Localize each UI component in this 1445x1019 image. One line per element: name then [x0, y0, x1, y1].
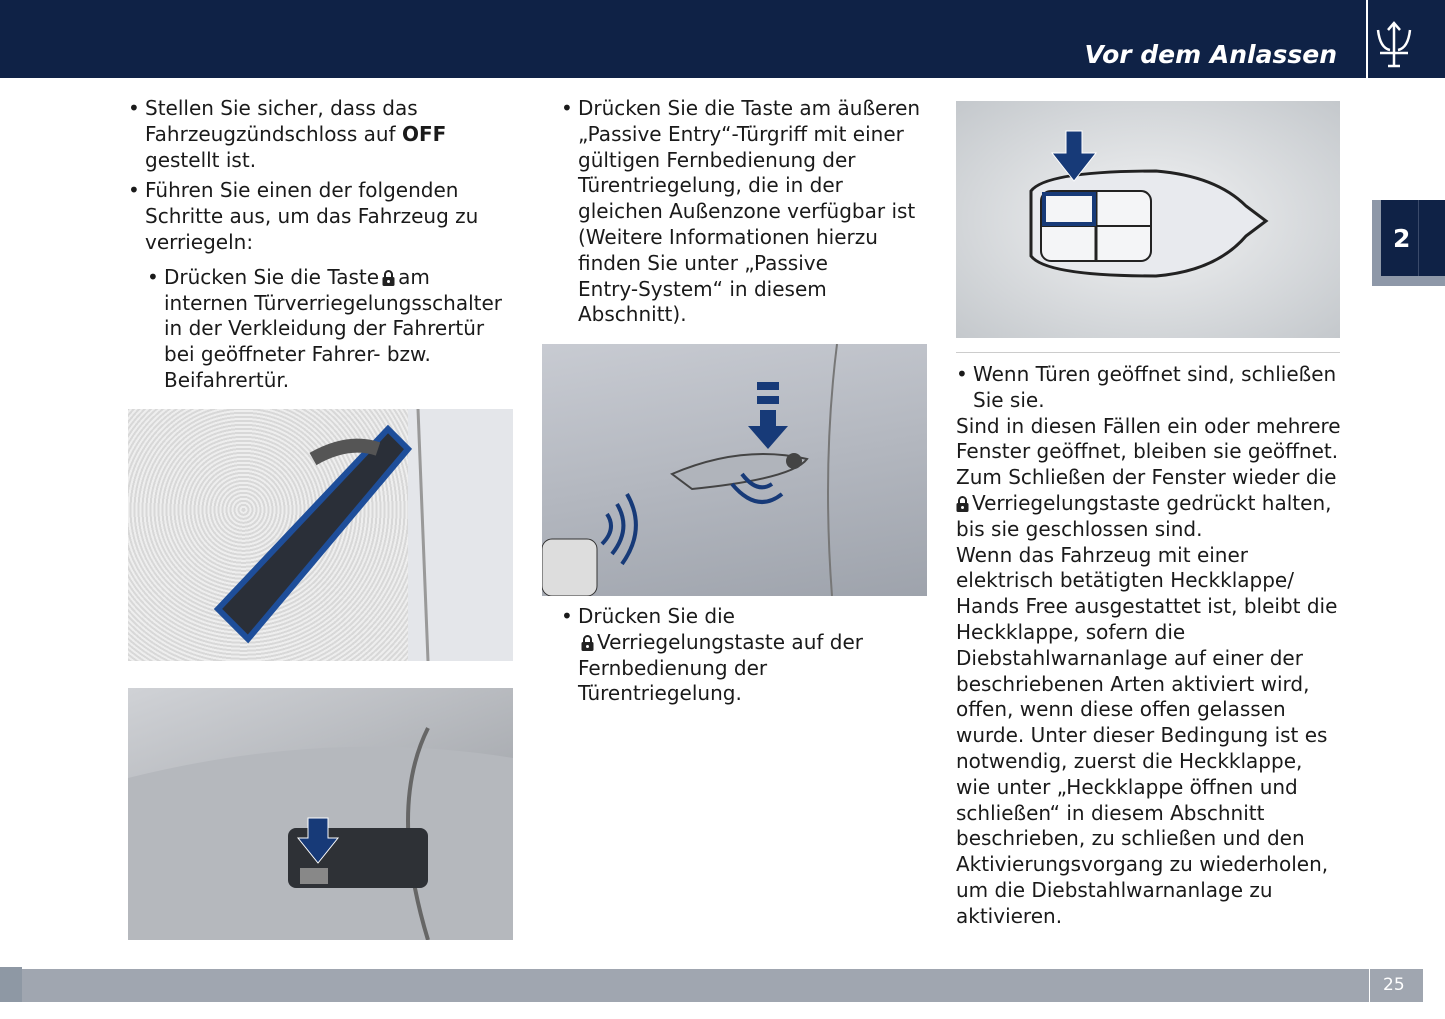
chapter-tab[interactable] — [1381, 200, 1445, 276]
sub-bullet-door-switch — [147, 265, 518, 394]
paragraph-tailgate: Wenn das Fahrzeug mit einer elektrisch betätigten Heckklappe/ Hands Free ausgestattet ist, bleibt die Heckklappe, sofern die Diebstahlwarnanlage auf einer der beschriebenen Arten aktiviert wird, offen, wenn diese offen gelassen wurde. Unter dieser Bedingung ist es notwendig, zuerst die Heckklappe, wie unter „Heckklappe öffnen und schließen“ in diesem Abschnitt beschrieben, zu schließen und den Aktivierungsvorgang zu wiederholen, um die Diebstahlwarnanlage zu aktivieren. — [956, 542, 1338, 928]
lock-icon — [956, 496, 969, 512]
text: am internen Türverriegelungsschalter in der Verkleidung der Fahrertür bei geöffneter Fahrer- bzw. Beifahrertür. — [164, 264, 503, 392]
header-divider — [1366, 0, 1368, 78]
column-2-lower — [561, 604, 931, 707]
text: Verriegelungstaste gedrückt halten, bis sie geschlossen sind. — [956, 490, 1332, 541]
key-fob-image — [956, 101, 1340, 338]
text: Stellen Sie sicher, dass das Fahrzeugzündschloss auf — [145, 96, 418, 146]
text: gestellt ist. — [145, 147, 257, 172]
column-1 — [128, 96, 518, 394]
chapter-number: 2 — [1393, 224, 1411, 253]
page-number: 25 — [1383, 975, 1405, 995]
lock-icon — [382, 270, 395, 286]
bullet-close-doors: • Wenn Türen geöffnet sind, schließen Sie sie. — [956, 362, 1356, 414]
text: Drücken Sie die — [578, 604, 735, 628]
bullet-ignition-off — [128, 96, 518, 173]
text: Drücken Sie die Taste — [164, 264, 380, 289]
window-switch-panel-image — [128, 688, 513, 940]
footer-divider — [1369, 969, 1370, 1002]
door-handle-lock-image — [128, 409, 513, 661]
bullet-passive-entry: • Drücken Sie die Taste am äußeren „Passive Entry“-Türgriff mit einer gültigen Fernbedienung der Türentriegelung, die in der gleichen Außenzone verfügbar ist (Weitere Informationen hierzu finden Sie unter „Passive Entry-System“ in diesem Abschnitt). — [561, 96, 931, 328]
divider — [956, 352, 1340, 353]
trident-logo-icon — [1374, 20, 1414, 72]
bullet-lock-steps: • Führen Sie einen der folgenden Schritte aus, um das Fahrzeug zu verriegeln: — [128, 178, 518, 255]
column-2 — [561, 96, 931, 328]
text: Sind in diesen Fällen ein oder mehrere Fenster geöffnet, bleiben sie geöffnet. Zum Schließen der Fenster wieder die — [956, 413, 1341, 490]
paragraph-windows — [956, 414, 1356, 543]
footer-bar — [0, 969, 1423, 1002]
footer-tab — [0, 967, 22, 1002]
door-handle-passive-entry-image — [542, 344, 927, 596]
section-title: Vor dem Anlassen — [1084, 40, 1337, 69]
lock-icon — [581, 635, 594, 651]
text: Verriegelungstaste auf der Fernbedienung der Türentriegelung. — [578, 629, 863, 706]
off-label: OFF — [401, 121, 447, 146]
column-3 — [956, 362, 1356, 930]
bullet-remote-lock — [561, 604, 931, 707]
